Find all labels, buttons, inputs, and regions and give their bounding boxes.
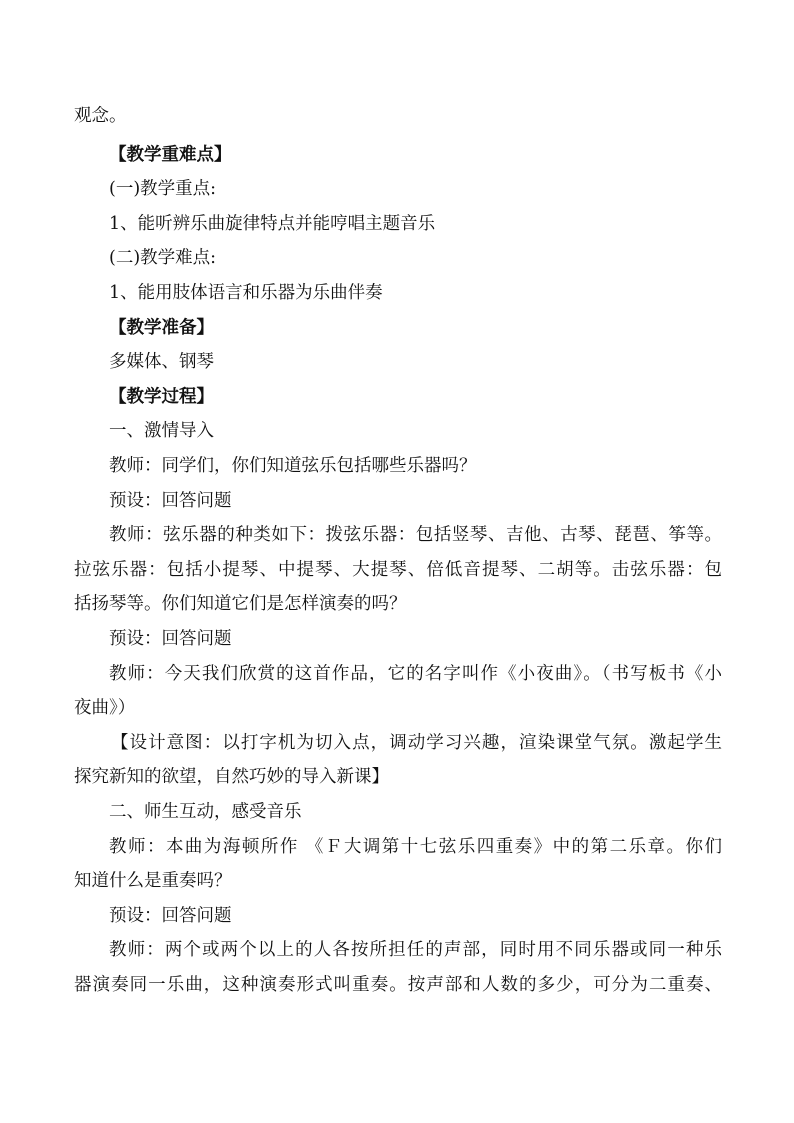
design-intent-line: 探究新知的欲望，自然巧妙的导入新课】 [74, 767, 389, 787]
paragraph-line: 预设：回答问题 [109, 906, 232, 926]
paragraph-line: 拉弦乐器：包括小提琴、中提琴、大提琴、倍低音提琴、二胡等。击弦乐器：包 [74, 560, 722, 580]
heading-teaching-preparation: 【教学准备】 [109, 318, 214, 338]
paragraph-line: 教师：同学们，你们知道弦乐包括哪些乐器吗？ [109, 456, 477, 476]
design-intent-line: 【设计意图：以打字机为切入点，调动学习兴趣，渲染课堂气氛。激起学生 [111, 733, 722, 753]
heading-teaching-process: 【教学过程】 [109, 387, 214, 407]
paragraph-line: 教师：弦乐器的种类如下：拨弦乐器：包括竖琴、吉他、古琴、琵琶、筝等。 [109, 525, 722, 545]
paragraph-line: 夜曲》） [74, 698, 136, 718]
preparation-text: 多媒体、钢琴 [109, 352, 214, 372]
subheading-key-points: (一)教学重点: [109, 179, 217, 199]
paragraph-line: 预设：回答问题 [109, 629, 232, 649]
heading-teaching-key-difficult: 【教学重难点】 [109, 145, 232, 165]
paragraph-line: 教师：今天我们欣赏的这首作品，它的名字叫作《小夜曲》。（书写板书《小 [109, 664, 722, 684]
paragraph-line: 教师：本曲为海顿所作 《Ｆ大调第十七弦乐四重奏》中的第二乐章。你们 [109, 837, 722, 857]
paragraph-line: 预设：回答问题 [109, 491, 232, 511]
paragraph-line: 知道什么是重奏吗？ [74, 871, 232, 891]
text-line-continuation: 观念。 [74, 106, 127, 126]
section-title-intro: 一、激情导入 [109, 421, 214, 441]
paragraph-line: 括扬琴等。你们知道它们是怎样演奏的吗？ [74, 594, 407, 614]
subheading-difficult-points: (二)教学难点: [109, 248, 217, 268]
list-item-difficult-point-1: 1、能用肢体语言和乐器为乐曲伴奏 [109, 283, 383, 303]
section-title-interaction: 二、师生互动，感受音乐 [109, 802, 302, 822]
list-item-key-point-1: 1、能听辨乐曲旋律特点并能哼唱主题音乐 [109, 214, 436, 234]
paragraph-line: 教师：两个或两个以上的人各按所担任的声部，同时用不同乐器或同一种乐 [109, 940, 722, 960]
paragraph-line: 器演奏同一乐曲，这种演奏形式叫重奏。按声部和人数的多少，可分为二重奏、 [74, 975, 722, 995]
